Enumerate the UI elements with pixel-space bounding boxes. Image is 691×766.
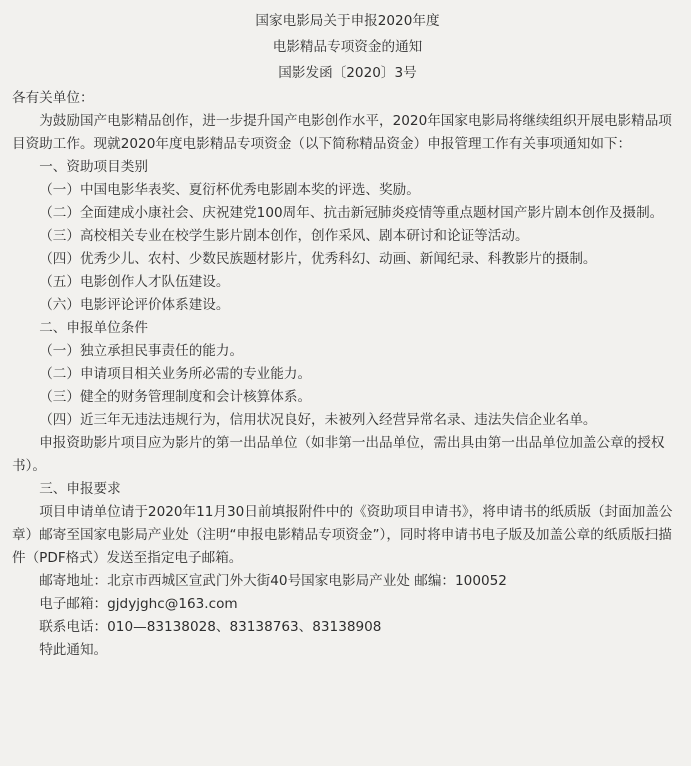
- mailing-address: 邮寄地址：北京市西城区宣武门外大街40号国家电影局产业处 邮编：100052: [39, 573, 507, 589]
- contact-email: 电子邮箱：gjdyjghc@163.com: [39, 596, 238, 612]
- section3-heading: 三、申报要求: [39, 481, 121, 497]
- notice-title-line2: 电影精品专项资金的通知: [272, 39, 423, 55]
- section1-item: （一）中国电影华表奖、夏衍杯优秀电影剧本奖的评选、奖励。: [39, 182, 420, 198]
- contact-phone: 联系电话：010—83138028、83138763、83138908: [39, 619, 382, 635]
- section2-item: （一）独立承担民事责任的能力。: [39, 343, 244, 359]
- notice-title-line1: 国家电影局关于申报2020年度: [255, 13, 440, 29]
- section3-body: 项目申请单位请于2020年11月30日前填报附件中的《资助项目申请书》，将申请书的纸质版（封面加盖公章）邮寄至国家电影局产业处（注明“申报电影精品专项资金”），同时将申请书电子版及加盖公章的纸质版扫描件（PDF格式）发送至指定电子邮箱。: [12, 504, 673, 566]
- section1-item: （三）高校相关专业在校学生影片剧本创作，创作采风、剧本研讨和论证等活动。: [39, 228, 529, 244]
- section2-note: 申报资助影片项目应为影片的第一出品单位（如非第一出品单位，需出具由第一出品单位加盖公章的授权书）。: [12, 435, 665, 474]
- document-number: 国影发函〔2020〕3号: [278, 65, 417, 81]
- section2-item: （三）健全的财务管理制度和会计核算体系。: [39, 389, 312, 405]
- section2-heading: 二、申报单位条件: [39, 320, 148, 336]
- intro-paragraph: 为鼓励国产电影精品创作，进一步提升国产电影创作水平，2020年国家电影局将继续组织开展电影精品项目资助工作。现就2020年度电影精品专项资金（以下简称精品资金）申报管理工作有关事项通知如下：: [12, 113, 672, 152]
- section2-item: （二）申请项目相关业务所必需的专业能力。: [39, 366, 312, 382]
- closing-text: 特此通知。: [39, 642, 108, 658]
- section2-item: （四）近三年无违法违规行为，信用状况良好，未被列入经营异常名录、违法失信企业名单。: [39, 412, 597, 428]
- section1-item: （二）全面建成小康社会、庆祝建党100周年、抗击新冠肺炎疫情等重点题材国产影片剧本创作及摄制。: [39, 205, 664, 221]
- section1-item: （六）电影评论评价体系建设。: [39, 297, 230, 313]
- salutation: 各有关单位：: [12, 90, 94, 106]
- section1-heading: 一、资助项目类别: [39, 159, 148, 175]
- section1-item: （四）优秀少儿、农村、少数民族题材影片，优秀科幻、动画、新闻纪录、科教影片的摄制。: [39, 251, 597, 267]
- section1-item: （五）电影创作人才队伍建设。: [39, 274, 230, 290]
